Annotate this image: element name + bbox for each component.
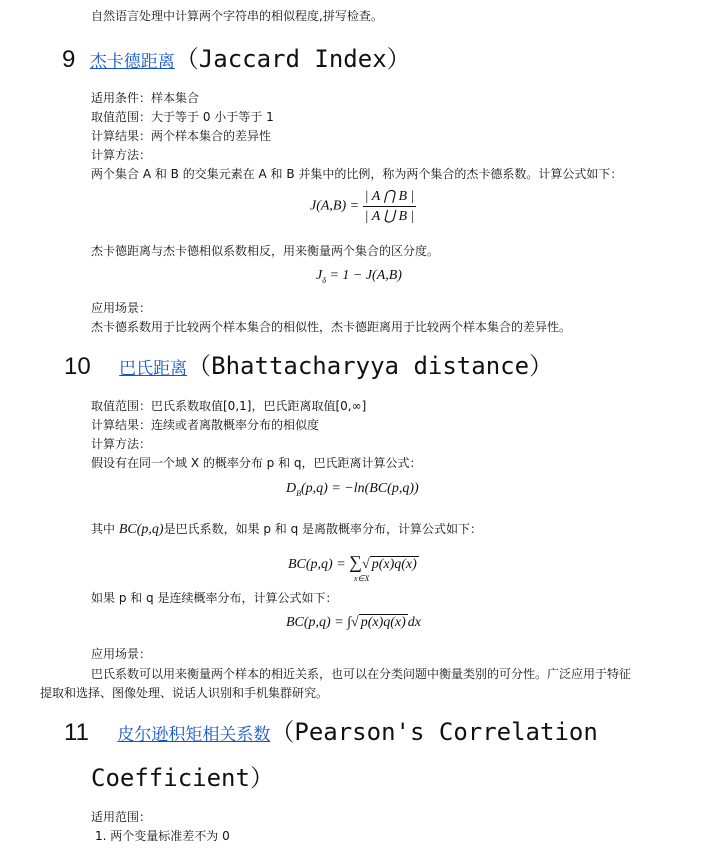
bc-discrete-lhs: BC(p,q) =	[288, 557, 350, 572]
jaccard-distance-formula	[316, 268, 402, 285]
section-9-number: 9	[62, 46, 76, 73]
s10-app-text-1: 巴氏系数可以用来衡量两个样本的相近关系，也可以在分类问题中衡量类别的可分性。广泛应用于特征	[91, 667, 632, 681]
s10-app-label: 应用场景：	[91, 647, 152, 661]
s9-range: 取值范围：大于等于 0 小于等于 1	[91, 110, 274, 124]
s9-relation: 杰卡德距离与杰卡德相似系数相反，用来衡量两个集合的区分度。	[91, 244, 440, 258]
section-11-heading-cont: Coefficient）	[91, 764, 274, 792]
jd-subscript: δ	[322, 276, 326, 285]
bd-d: D	[286, 481, 297, 496]
bc-continuous-tail: dx	[407, 615, 421, 630]
bc-continuous-sqrt: p(x)q(x)	[360, 615, 406, 630]
jaccard-formula	[310, 188, 416, 225]
jaccard-denominator: | A ⋃ B |	[364, 209, 415, 224]
sum-symbol: ∑	[349, 552, 363, 572]
bc-continuous-formula: BC(p,q) = ∫√ p(x)q(x) dx	[286, 615, 421, 630]
section-10-heading	[64, 351, 553, 384]
s9-description: 两个集合 A 和 B 的交集元素在 A 和 B 并集中的比例，称为两个集合的杰卡德系数。计算公式如下：	[91, 167, 623, 181]
section-11-heading	[64, 717, 598, 750]
jaccard-numerator: | A ⋂ B |	[364, 189, 415, 204]
section-9-title-en: （Jaccard Index）	[174, 45, 411, 73]
s10-where-pre: 其中	[91, 522, 116, 536]
section-9-heading	[62, 44, 411, 77]
bc-discrete-formula: BC(p,q) = ∑√ p(x)q(x)	[288, 552, 417, 572]
s9-app-label: 应用场景：	[91, 301, 152, 315]
s10-description: 假设有在同一个域 X 的概率分布 p 和 q，巴氏距离计算公式：	[91, 456, 422, 470]
bhattacharyya-distance-formula	[286, 481, 419, 498]
bd-rest: (p,q) = −ln(BC(p,q))	[301, 481, 419, 496]
section-9-link[interactable]: 杰卡德距离	[89, 52, 175, 72]
jd-j: J	[316, 268, 323, 283]
s10-app-text-2: 提取和选择、图像处理、说话人识别和手机集群研究。	[40, 686, 329, 700]
jd-rhs: = 1 − J(A,B)	[325, 268, 402, 283]
s10-range: 取值范围：巴氏系数取值[0,1]，巴氏距离取值[0,∞]	[91, 399, 367, 413]
bc-continuous-lhs: BC(p,q) = ∫	[286, 615, 351, 630]
s9-app-text: 杰卡德系数用于比较两个样本集合的相似性，杰卡德距离用于比较两个样本集合的差异性。	[91, 320, 572, 334]
s11-range-label: 适用范围：	[91, 810, 152, 824]
s10-result: 计算结果：连续或者离散概率分布的相似度	[91, 418, 320, 432]
s9-method: 计算方法：	[91, 148, 152, 162]
sum-index: x∈X	[354, 574, 370, 583]
section-10-number: 10	[64, 353, 91, 380]
s10-continuous: 如果 p 和 q 是连续概率分布，计算公式如下：	[91, 591, 338, 605]
section-11-number: 11	[64, 719, 89, 746]
section-10-title-en: （Bhattacharyya distance）	[187, 352, 554, 380]
section-11-link[interactable]: 皮尔逊积矩相关系数	[117, 725, 271, 745]
s10-where-post: 是巴氏系数，如果 p 和 q 是离散概率分布，计算公式如下：	[163, 522, 483, 536]
section-10-link[interactable]: 巴氏距离	[119, 359, 188, 379]
s11-item-1: 1. 两个变量标准差不为 0	[95, 829, 230, 843]
s10-where-math: BC(p,q)	[118, 522, 164, 537]
section-11-title-en: （Pearson's Correlation	[270, 718, 598, 746]
s9-condition: 适用条件：样本集合	[91, 91, 200, 105]
bc-discrete-sqrt: p(x)q(x)	[371, 557, 417, 572]
s10-method: 计算方法：	[91, 437, 152, 451]
s9-result: 计算结果：两个样本集合的差异性	[91, 129, 272, 143]
s10-where	[91, 521, 482, 538]
bd-subscript: B	[296, 489, 302, 498]
intro-text: 自然语言处理中计算两个字符串的相似程度,拼写检查。	[91, 9, 383, 23]
jaccard-lhs: J(A,B) =	[310, 198, 360, 214]
jaccard-fraction	[363, 188, 417, 225]
